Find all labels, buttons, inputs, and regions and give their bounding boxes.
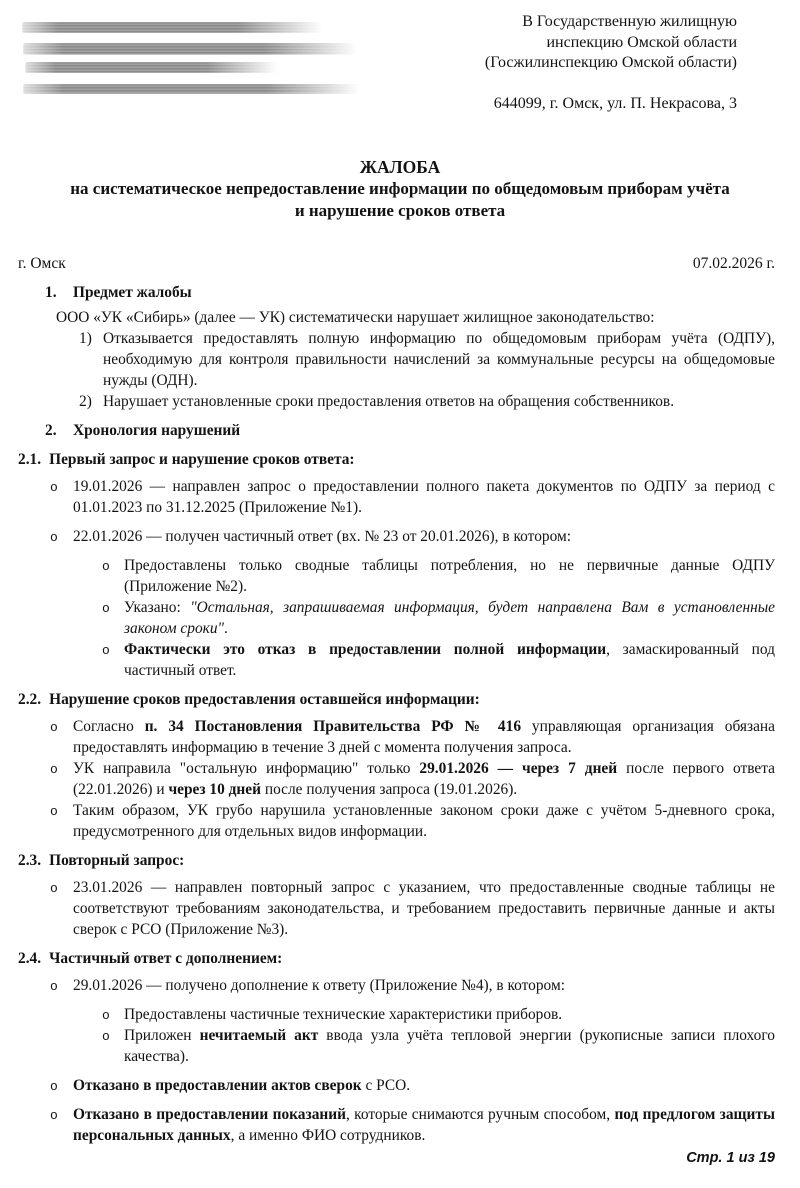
- item-number: 1): [79, 330, 92, 347]
- text-runs: Указано: "Остальная, запрашиваемая информация, будет направлена Вам в установленные законом сроки".: [124, 599, 776, 637]
- bullet-marker-icon: o: [50, 881, 58, 896]
- bullet-marker-icon: o: [50, 762, 58, 777]
- paragraph: [56, 307, 775, 328]
- item-number: 2.1.: [18, 451, 42, 468]
- document-header: [0, 0, 800, 118]
- text-runs: УК направила "остальную информацию" только 29.01.2026 — через 7 дней после первого ответа (22.01.2026) и через 10 дней после получения запроса (19.01.2026).: [73, 760, 775, 798]
- bullet-item: [50, 1104, 775, 1146]
- bullet-item: [50, 975, 775, 996]
- text-runs: Предмет жалобы: [73, 284, 192, 301]
- item-number: 2.4.: [18, 950, 42, 967]
- bullet-item: [50, 877, 775, 940]
- text-runs: Частичный ответ с дополнением:: [49, 950, 283, 967]
- redacted-line: [23, 43, 357, 55]
- text-runs: Отказано в предоставлении показаний, которые снимаются ручным способом, под предлогом защиты персональных данных, а именно ФИО сотрудников.: [73, 1106, 775, 1144]
- redacted-line: [23, 84, 360, 94]
- text-runs: 29.01.2026 — получено дополнение к ответу (Приложение №4), в котором:: [73, 977, 565, 994]
- text-runs: Таким образом, УК грубо нарушила установленные законом сроки даже с учётом 5-дневного срока, предусмотренного для отдельных видов информации.: [73, 802, 775, 840]
- text-runs: Нарушает установленные сроки предоставления ответов на обращения собственников.: [103, 393, 675, 410]
- document-title: [0, 156, 800, 222]
- bullet-item: [50, 1075, 775, 1096]
- sub-bullet-item: [102, 1004, 775, 1025]
- bullet-marker-icon: o: [102, 601, 110, 616]
- section-heading: [45, 420, 775, 441]
- item-number: 2.: [45, 422, 57, 439]
- subsection-heading: [18, 948, 775, 969]
- text-runs: Нарушение сроков предоставления оставшейся информации:: [49, 691, 480, 708]
- bullet-item: [50, 758, 775, 800]
- title-main: ЖАЛОБА: [359, 157, 441, 177]
- sub-bullet-item: [102, 1025, 775, 1067]
- bullet-marker-icon: o: [50, 1108, 58, 1123]
- bullet-marker-icon: o: [102, 559, 110, 574]
- bullet-item: [50, 526, 775, 547]
- bullet-item: [50, 800, 775, 842]
- text-runs: 19.01.2026 — направлен запрос о предоставлении полного пакета документов по ОДПУ за период с 01.01.2023 по 31.12.2025 (Приложение №1).: [73, 478, 775, 516]
- bullet-marker-icon: o: [102, 1008, 110, 1023]
- numbered-list-item: [79, 328, 775, 391]
- sub-bullet-item: [102, 639, 776, 681]
- section-heading: [45, 282, 775, 303]
- place-label: г. Омск: [18, 255, 66, 272]
- text-runs: Отказывается предоставлять полную информацию по общедомовым приборам учёта (ОДПУ), необходимую для контроля правильности начислений за коммунальные ресурсы на общедомовые нужды (ОДН).: [103, 330, 775, 389]
- text-runs: Согласно п. 34 Постановления Правительства РФ № 416 управляющая организация обязана предоставлять информацию в течение 3 дней с момента получения запроса.: [73, 718, 775, 756]
- text-runs: Отказано в предоставлении актов сверок с РСО.: [73, 1077, 411, 1094]
- title-subject-line-1: на систематическое непредоставление информации по общедомовым приборам учёта: [70, 179, 730, 198]
- date-label: 07.02.2026 г.: [692, 255, 775, 272]
- bullet-marker-icon: o: [102, 643, 110, 658]
- item-number: 2.2.: [18, 691, 42, 708]
- bullet-item: [50, 476, 775, 518]
- title-subject-line-2: и нарушение сроков ответа: [294, 201, 506, 220]
- document-body: [0, 282, 800, 1146]
- bullet-marker-icon: o: [102, 1029, 110, 1044]
- text-runs: ООО «УК «Сибирь» (далее — УК) систематически нарушает жилищное законодательство:: [56, 309, 655, 326]
- text-runs: Первый запрос и нарушение сроков ответа:: [49, 451, 355, 468]
- bullet-marker-icon: o: [50, 480, 58, 495]
- redacted-line: [25, 62, 277, 73]
- text-runs: Хронология нарушений: [73, 422, 241, 439]
- place-date-row: [18, 253, 775, 274]
- bullet-marker-icon: o: [50, 979, 58, 994]
- bullet-marker-icon: o: [50, 1079, 58, 1094]
- text-runs: 22.01.2026 — получен частичный ответ (вх. № 23 от 20.01.2026), в котором:: [73, 528, 571, 545]
- bullet-marker-icon: o: [50, 804, 58, 819]
- recipient-block: [485, 12, 737, 114]
- item-number: 2): [79, 393, 92, 410]
- text-runs: Предоставлены только сводные таблицы потребления, но не первичные данные ОДПУ (Приложение №2).: [124, 557, 775, 595]
- recipient-line-1: В Государственную жилищную: [522, 13, 737, 30]
- text-runs: Повторный запрос:: [49, 852, 185, 869]
- redacted-sender-block: [0, 0, 400, 110]
- text-runs: Предоставлены частичные технические характеристики приборов.: [124, 1006, 563, 1023]
- subsection-heading: [18, 689, 775, 710]
- recipient-address: 644099, г. Омск, ул. П. Некрасова, 3: [493, 94, 737, 112]
- text-runs: Приложен нечитаемый акт ввода узла учёта тепловой энергии (рукописные записи плохого качества).: [124, 1027, 775, 1065]
- page-number: Стр. 1 из 19: [686, 1150, 775, 1166]
- sub-bullet-item: [102, 555, 775, 597]
- bullet-marker-icon: o: [50, 720, 58, 735]
- item-number: 1.: [45, 284, 57, 301]
- bullet-item: [50, 716, 775, 758]
- subsection-heading: [18, 850, 775, 871]
- item-number: 2.3.: [18, 852, 42, 869]
- subsection-heading: [18, 449, 775, 470]
- redacted-line: [22, 22, 322, 33]
- recipient-line-2: инспекцию Омской области: [546, 33, 737, 51]
- text-runs: 23.01.2026 — направлен повторный запрос с указанием, что предоставленные сводные таблицы не соответствуют требованиям законодательства, и требованием предоставить первичные данные и акты сверок с РСО (Приложение №3).: [73, 879, 775, 938]
- text-runs: Фактически это отказ в предоставлении полной информации, замаскированный под частичный ответ.: [124, 641, 776, 679]
- bullet-marker-icon: o: [50, 530, 58, 545]
- sub-bullet-item: [102, 597, 776, 639]
- numbered-list-item: [79, 391, 775, 412]
- recipient-line-3: (Госжилинспекцию Омской области): [484, 54, 737, 71]
